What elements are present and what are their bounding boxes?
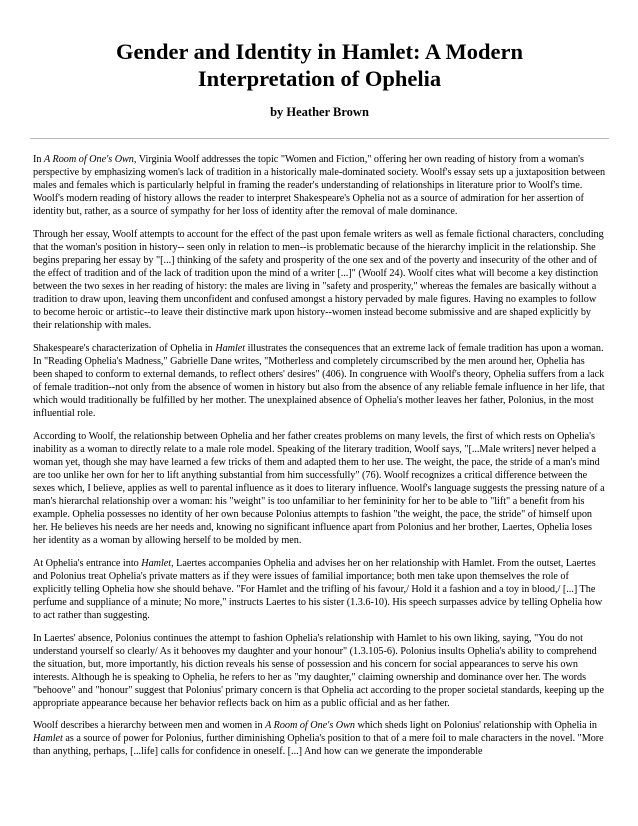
paragraph-1 xyxy=(33,153,606,218)
italic-title-text: Hamlet xyxy=(215,342,246,354)
paragraph-text: Shakespeare's characterization of Ophelia in xyxy=(33,342,216,354)
title-divider xyxy=(30,138,609,139)
italic-title-text: A Room of One's Own xyxy=(265,720,355,732)
paragraph-text: , Virginia Woolf addresses the topic "Women and Fiction," offering her own reading of history from a woman's perspective by emphasizing women's lack of tradition in a historically male-dominated society. Woolf's essay sets up a juxtaposition between males and females which is particularly helpful in framing the reader's understanding of relationships in literature prior to Woolf's time. Woolf's modern reading of history allows the reader to interpret Shakespeare's Ophelia not as a source of admiration for her assertion of identity but, rather, as a source of sympathy for her loss of identity after the removal of male dominance. xyxy=(33,154,606,218)
paragraph-6 xyxy=(33,632,606,710)
paragraph-text: as a source of power for Polonius, further diminishing Ophelia's position to that of a mere foil to male characters in the novel. "More than anything, perhaps, [...life] calls for confidence in oneself. [...] And how can we generate the imponderable xyxy=(33,733,604,758)
italic-title-text: Hamlet xyxy=(33,733,63,745)
document-page xyxy=(33,38,606,768)
paragraph-text: According to Woolf, the relationship between Ophelia and her father creates problems on many levels, the first of which rests on Ophelia's inability as a woman to directly relate to a male role model. Speaking of the literary tradition, Woolf says, "[...Male writers] never helped a woman yet, though she may have learned a few tricks of them and adapted them to her use. The weight, the pace, the stride of a man's mind are too unlike her own for her to lift anything substantial from him successfully" (76). Woolf recognizes a critical difference between the sexes which, I believe, applies as well to parental influence as it does to literary influence. Woolf's language suggests the pressing nature of a man's hierarchal relationship over a woman: his "weight" is too unfamiliar to her femininity for her to be able to "lift" a benefit from his example. Ophelia possesses no identity of her own because Polonius attempts to fashion "the weight, the pace, the stride" of himself upon her. He believes his needs are her needs and, knowing no significant influence apart from Polonius and her brother, Laertes, Ophelia loses her identity as a woman by allowing herself to be molded by men. xyxy=(33,430,605,547)
paragraph-text: , Laertes accompanies Ophelia and advises her on her relationship with Hamlet. From the outset, Laertes and Polonius treat Ophelia's private matters as if they were issues of familial importance; both men take upon themselves the role of explicitly telling Ophelia how she should behave. "For Hamlet and the trifling of his favour,/ Hold it a fashion and a toy in blood,/ [...] The perfume and suppliance of a minute; No more," instructs Laertes to his sister (1.3.6-10). His speech surpasses advice by telling Ophelia how to act rather than suggesting. xyxy=(33,557,603,621)
paragraph-4 xyxy=(33,430,606,547)
article-body xyxy=(33,153,606,759)
paragraph-7 xyxy=(33,719,606,758)
paragraph-text: which sheds light on Polonius' relationship with Ophelia in xyxy=(354,720,597,732)
paragraph-text: illustrates the consequences that an extreme lack of female tradition has upon a woman. In "Reading Ophelia's Madness," Gabrielle Dane writes, "Motherless and completely circumscribed by the men around her, Ophelia has been shaped to conform to external demands, to reflect others' desires" (406). In congruence with Woolf's theory, Ophelia suffers from a lack of female tradition--not only from the absence of women in history but also from the absence of any reliable female influence in her life, that which would traditionally be fulfilled by her mother. The unexplained absence of Ophelia's mother leaves her father, Polonius, in the most influential role. xyxy=(33,342,605,420)
paragraph-text: In xyxy=(33,154,44,165)
paragraph-5 xyxy=(33,557,606,622)
italic-title-text: Hamlet xyxy=(141,557,172,569)
paragraph-text: In Laertes' absence, Polonius continues the attempt to fashion Ophelia's relationship with Hamlet to his own liking, saying, "You do not understand yourself so clearly/ As it behooves my daughter and your honour" (1.3.105-6). Polonius insults Ophelia's ability to comprehend the situation, but, more importantly, his diction reveals his sense of possession and his concern for social appearances to serve his own interests. Although he is speaking to Ophelia, he refers to her as "my daughter," claiming ownership and dominance over her. The words "behoove" and "honour" suggest that Polonius' primary concern is that Ophelia act according to the proper societal standards, keeping up the appropriate appearance because her behavior reflects back on him as a public official and as her father. xyxy=(33,632,605,709)
paragraph-text: Through her essay, Woolf attempts to account for the effect of the past upon female writers as well as female fictional characters, concluding that the woman's position in history-- seen only in relation to men--is problematic because of the hierarchy implicit in the relationship. She begins preparing her essay by "[...] thinking of the safety and prosperity of the one sex and of the poverty and insecurity of the other and of the effect of tradition and of the lack of tradition upon the mind of a writer [...]" (Woolf 24). Woolf cites what will become a key distinction between the two sexes in her reading of history: the males are living in "safety and prosperity," whereas the females are basically without a tradition to draw upon, leaving them unconfident and confused amongst a history pervaded by male figures. Having no examples to follow to become heroic or artistic--to leave their distinctive mark upon history--women instead become submissive and are shaped explicitly by their relationship with males. xyxy=(33,228,604,332)
paragraph-text: Woolf describes a hierarchy between men and women in xyxy=(33,720,266,732)
paragraph-2 xyxy=(33,228,606,332)
paragraph-text: At Ophelia's entrance into xyxy=(33,557,142,569)
article-title: Gender and Identity in Hamlet: A Modern Interpretation of Ophelia xyxy=(115,39,524,91)
italic-title-text: A Room of One's Own xyxy=(43,154,134,165)
paragraph-3 xyxy=(33,342,606,420)
article-byline: by Heather Brown xyxy=(270,105,369,119)
